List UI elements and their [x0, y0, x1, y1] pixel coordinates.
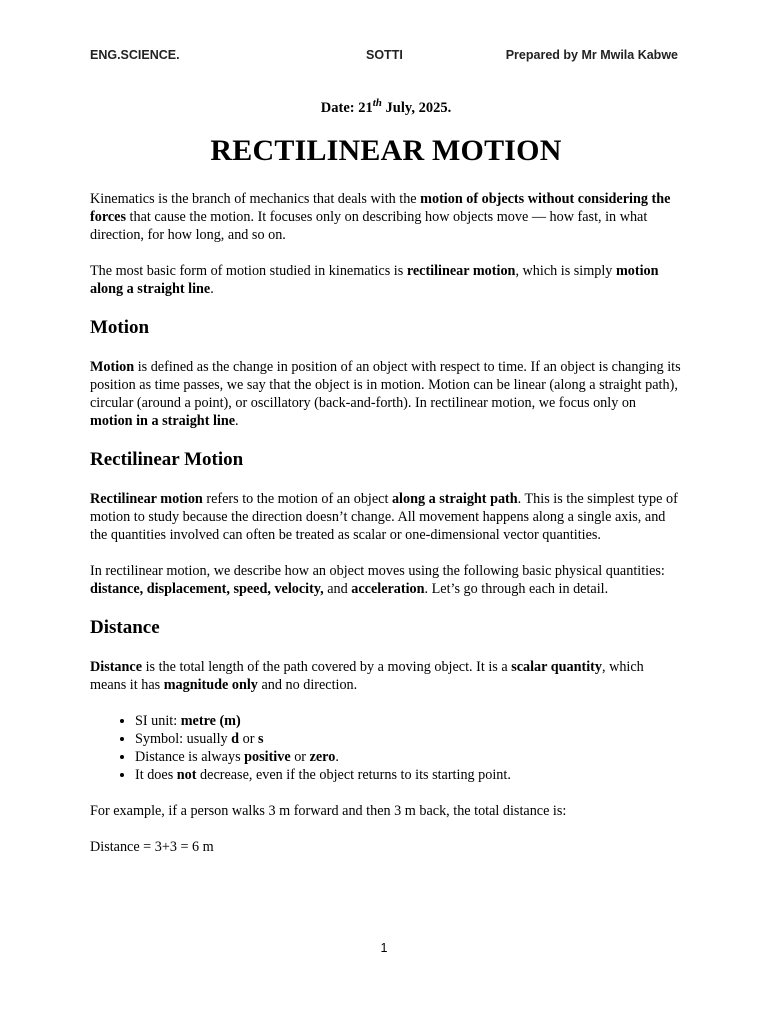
text-run: decrease, even if the object returns to its starting point.	[196, 767, 511, 783]
text-run: The most basic form of motion studied in kinematics is	[90, 263, 407, 279]
date-suffix: July, 2025.	[381, 99, 452, 116]
intro-paragraph-1	[90, 190, 682, 244]
bold-text: not	[176, 767, 197, 783]
text-run: or	[290, 749, 310, 765]
bold-text: positive	[244, 749, 291, 765]
text-run: Symbol: usually	[135, 731, 232, 747]
text-run: that cause the motion. It focuses only on describing how objects move — how fast, in what direction, for how long, and so on.	[90, 209, 648, 243]
section-paragraph	[90, 562, 682, 598]
sections-container	[90, 316, 682, 856]
bold-text: rectilinear motion	[406, 263, 516, 279]
text-run: or	[239, 731, 258, 747]
text-run: Distance is always	[135, 749, 245, 765]
section-paragraph	[90, 802, 682, 820]
bullet-list	[90, 712, 682, 784]
text-run: is the total length of the path covered by a moving object. It is a	[142, 659, 512, 675]
section-paragraph	[90, 658, 682, 694]
bold-text: motion of objects without considering the forces	[90, 191, 671, 225]
text-run: .	[335, 749, 339, 765]
bullet-item	[135, 730, 682, 748]
text-run: and	[323, 581, 352, 597]
text-run: refers to the motion of an object	[202, 491, 392, 507]
bold-text: along a straight path	[391, 491, 518, 507]
bold-text: motion along a straight line	[90, 263, 659, 297]
text-run: is defined as the change in position of an object with respect to time. If an object is changing its position as time passes, we say that the object is in motion. Motion can be linear (along a straight path), circular (around a point), or oscillatory (back-and-forth). In rectilinear motion, we focus only on	[90, 359, 681, 411]
text-run: It does	[135, 767, 177, 783]
bold-text: Rectilinear motion	[90, 491, 203, 507]
document-title: RECTILINEAR MOTION	[210, 134, 562, 167]
text-run: , which means it has	[90, 659, 644, 693]
date-prefix: Date: 21	[320, 99, 373, 116]
bold-text: s	[257, 731, 264, 747]
text-run: Kinematics is the branch of mechanics that deals with the	[90, 191, 421, 207]
bold-text: d	[231, 731, 240, 747]
text-run: For example, if a person walks 3 m forward and then 3 m back, the total distance is:	[90, 803, 567, 819]
text-run: , which is simply	[515, 263, 616, 279]
bold-text: acceleration	[351, 581, 425, 597]
document-body	[90, 90, 682, 874]
bullet-item	[135, 748, 682, 766]
text-run: . This is the simplest type of motion to study because the direction doesn’t change. All movement happens along a single axis, and the quantities involved can often be treated as scalar or one-dimensional vector quantities.	[90, 491, 678, 543]
bullet-item	[135, 766, 682, 784]
text-run: and no direction.	[257, 677, 358, 693]
date-superscript: th	[372, 97, 382, 109]
bold-text: distance, displacement, speed, velocity,	[90, 581, 324, 597]
section-paragraph	[90, 490, 682, 544]
header-subject: ENG.SCIENCE.	[90, 48, 180, 62]
text-run: In rectilinear motion, we describe how an object moves using the following basic physical quantities:	[90, 563, 665, 579]
text-run: SI unit:	[135, 713, 181, 729]
bold-text: zero	[309, 749, 336, 765]
bold-text: magnitude only	[163, 677, 258, 693]
text-run: Distance = 3+3 = 6 m	[90, 839, 214, 855]
page-number: 1	[380, 941, 388, 955]
text-run: .	[235, 413, 239, 429]
section-paragraph	[90, 358, 682, 430]
intro-paragraph-2	[90, 262, 682, 298]
text-run: .	[210, 281, 214, 297]
section-heading: Motion	[90, 317, 150, 338]
header-author: Prepared by Mr Mwila Kabwe	[505, 48, 678, 62]
section-heading: Rectilinear Motion	[90, 449, 244, 470]
section-heading: Distance	[90, 617, 160, 638]
bold-text: scalar quantity	[511, 659, 602, 675]
header-school: SOTTI	[366, 48, 403, 62]
bullet-item	[135, 712, 682, 730]
section-paragraph	[90, 838, 682, 856]
bold-text: motion in a straight line	[90, 413, 236, 429]
bold-text: metre (m)	[180, 713, 241, 729]
text-run: . Let’s go through each in detail.	[424, 581, 609, 597]
bold-text: Distance	[90, 659, 143, 675]
bold-text: Motion	[90, 359, 135, 375]
document-date	[90, 94, 682, 118]
